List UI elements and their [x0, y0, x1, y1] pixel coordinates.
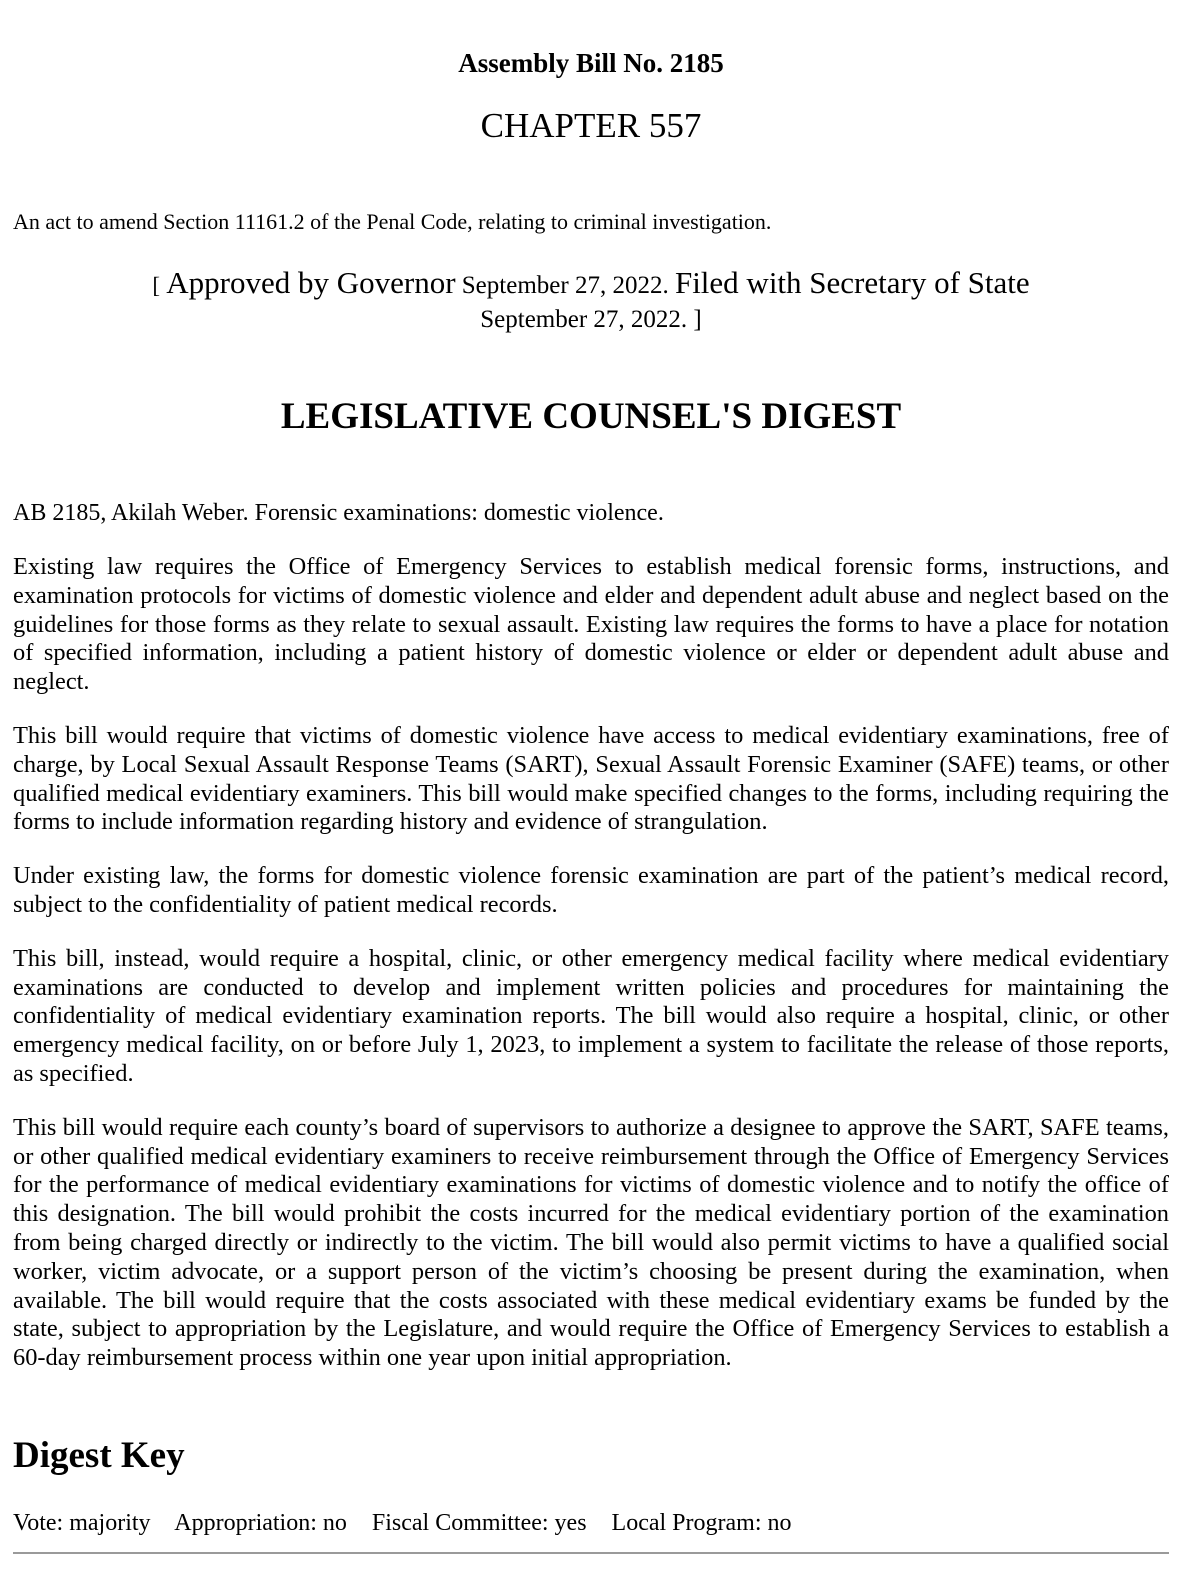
digest-key-appropriation	[174, 1510, 347, 1536]
digest-key-label: Local Program:	[611, 1510, 762, 1536]
digest-body	[13, 553, 1169, 1398]
digest-paragraph: Under existing law, the forms for domestic violence forensic examination are part of the patient’s medical record, subject to the confidentiality of patient medical records.	[13, 862, 1169, 918]
digest-paragraph: Existing law requires the Office of Emergency Services to establish medical forensic forms, instructions, and examination protocols for victims of domestic violence and elder and dependent adult abuse and neglect based on the guidelines for those forms as they relate to sexual assault. Existing law requires the forms to have a place for notation of specified information, including a patient history of domestic violence or elder or dependent adult abuse and neglect.	[13, 553, 1169, 696]
filed-date: September 27, 2022.	[480, 306, 688, 333]
bill-number-heading: Assembly Bill No. 2185	[458, 48, 724, 78]
digest-key-vote	[13, 1510, 151, 1536]
digest-paragraph: This bill, instead, would require a hospital, clinic, or other emergency medical facility where medical evidentiary examinations are conducted to develop and implement written policies and procedures for maintaining the confidentiality of medical evidentiary examination reports. The bill would also require a hospital, clinic, or other emergency medical facility, on or before July 1, 2023, to implement a system to facilitate the release of those reports, as specified.	[13, 944, 1169, 1087]
approved-date: September 27, 2022.	[461, 272, 669, 299]
digest-summary: AB 2185, Akilah Weber. Forensic examinations: domestic violence.	[13, 500, 664, 526]
digest-paragraph: This bill would require each county’s board of supervisors to authorize a designee to approve the SART, SAFE teams, or other qualified medical evidentiary examiners to receive reimbursement through the Office of Emergency Services for the performance of medical evidentiary examinations for victims of domestic violence and to notify the office of this designation. The bill would prohibit the costs incurred for the medical evidentiary portion of the examination from being charged directly or indirectly to the victim. The bill would also permit victims to have a qualified social worker, victim advocate, or a support person of the victim’s choosing be present during the examination, when available. The bill would require that the costs associated with these medical evidentiary exams be funded by the state, subject to appropriation by the Legislature, and would require the Office of Emergency Services to establish a 60-day reimbursement process within one year upon initial appropriation.	[13, 1113, 1169, 1372]
filed-label: Filed with Secretary of State	[674, 265, 1030, 300]
act-description: An act to amend Section 11161.2 of the Penal Code, relating to criminal investigation.	[13, 209, 772, 234]
digest-key-heading: Digest Key	[13, 1435, 185, 1476]
approval-close-bracket: ]	[693, 306, 702, 333]
divider	[13, 1552, 1169, 1554]
digest-key-label: Vote:	[13, 1510, 64, 1536]
digest-key-label: Fiscal Committee:	[371, 1510, 549, 1536]
digest-key-value: majority	[69, 1510, 151, 1536]
digest-key-value: yes	[554, 1510, 587, 1536]
digest-key-row	[13, 1510, 1169, 1537]
digest-title: LEGISLATIVE COUNSEL'S DIGEST	[280, 396, 902, 437]
digest-paragraph: This bill would require that victims of domestic violence have access to medical evidentiary examinations, free of charge, by Local Sexual Assault Response Teams (SART), Sexual Assault Forensic Examiner (SAFE) teams, or other qualified medical evidentiary examiners. This bill would make specified changes to the forms, including requiring the forms to include information regarding history and evidence of strangulation.	[13, 721, 1169, 836]
digest-key-value: no	[767, 1510, 792, 1536]
digest-key-value: no	[322, 1510, 347, 1536]
approval-block	[13, 266, 1169, 337]
chapter-heading: CHAPTER 557	[480, 106, 702, 145]
digest-key-local-program	[612, 1510, 792, 1536]
approved-label: Approved by Governor	[166, 265, 456, 300]
digest-key-label: Appropriation:	[174, 1510, 317, 1536]
approval-open-bracket: [	[152, 273, 161, 298]
digest-key-fiscal-committee	[372, 1510, 587, 1536]
